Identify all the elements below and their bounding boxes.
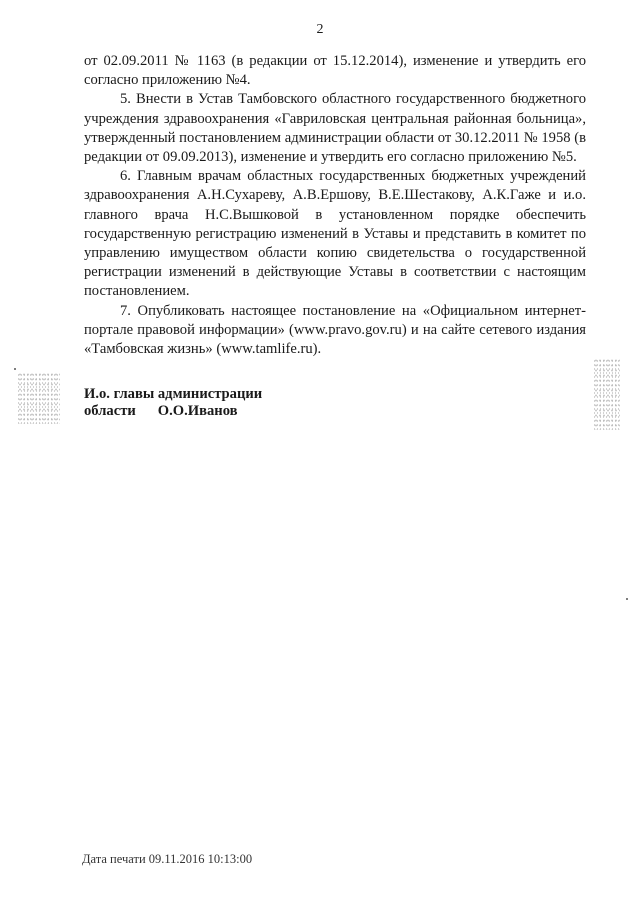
scan-artifact-left [18,372,60,424]
scan-speck [626,598,628,600]
print-date: Дата печати 09.11.2016 10:13:00 [82,852,253,866]
page-number: 2 [316,22,324,37]
document-body [84,52,586,359]
paragraph-item-6: 6. Главным врачам областных государственных бюджетных учреждений здравоохранения А.Н.Сухареву, А.В.Ершову, В.Е.Шестакову, А.К.Гаже и и.о. главного врача Н.С.Вышковой в установленном порядке обеспечить государственную регистрацию изменений в Уставы и представить в комитет по управлению имуществом области копию свидетельства о государственной регистрации изменений в действующие Уставы в соответствии с настоящим постановлением. [84,168,586,300]
signature-title-region: области [84,403,136,419]
signature-title-line1: И.о. главы администрации [84,386,263,402]
scan-speck [14,368,16,370]
paragraph-item-7: 7. Опубликовать настоящее постановление на «Официальном интернет-портале правовой информации» (www.pravo.gov.ru) и на сайте сетевого издания «Тамбовская жизнь» (www.tamlife.ru). [84,302,586,358]
signature-title-line2 [84,403,262,420]
signature-block [84,386,262,420]
paragraph-continuation: от 02.09.2011 № 1163 (в редакции от 15.12.2014), изменение и утвердить его согласно приложению №4. [84,53,586,89]
scan-artifact-right [594,358,620,430]
signatory-name: О.О.Иванов [157,403,238,419]
paragraph-item-5: 5. Внести в Устав Тамбовского областного государственного бюджетного учреждения здравоохранения «Гавриловская центральная районная больница», утвержденный постановлением администрации области от 30.12.2011 № 1958 (в редакции от 09.09.2013), изменение и утвердить его согласно приложению №5. [84,91,586,166]
